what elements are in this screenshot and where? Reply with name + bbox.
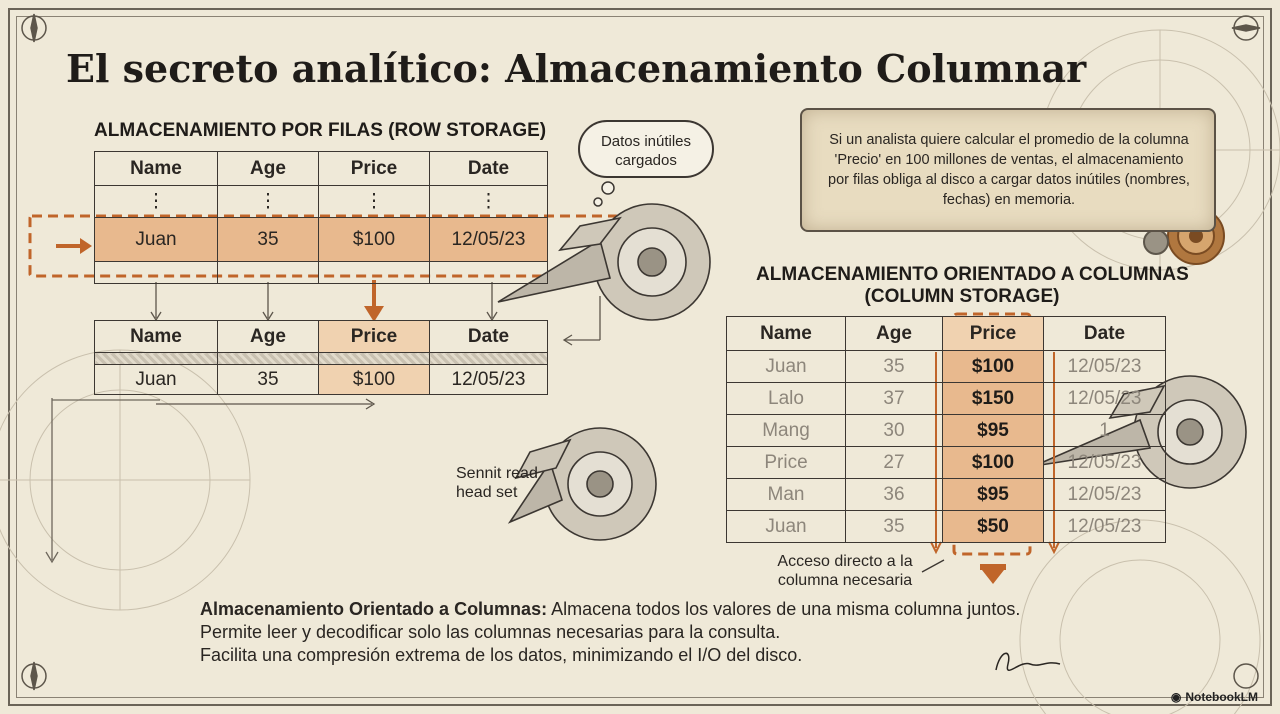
- page-title: El secreto analítico: Almacenamiento Columnar: [66, 46, 1087, 91]
- ellipsis-cell: ⋮: [218, 186, 319, 218]
- col-header-age: Age: [846, 317, 943, 351]
- table-row: Lalo 37 $150 12/05/23: [727, 383, 1166, 415]
- brand-badge: [1171, 690, 1258, 704]
- row-cell-date: 12/05/23: [430, 218, 548, 262]
- col-header-name: Name: [95, 321, 218, 353]
- column-storage-table: [726, 316, 1166, 543]
- col-header-date: Date: [1044, 317, 1166, 351]
- row-storage-table: [94, 151, 548, 284]
- summary-line-1: Almacenamiento Orientado a Columnas: Almacena todos los valores de una misma columna juntos.: [200, 599, 1021, 619]
- summary-line-3: Facilita una compresión extrema de los datos, minimizando el I/O del disco.: [200, 645, 803, 665]
- extracted-row-table: [94, 320, 548, 395]
- table-row: Juan 35 $50 12/05/23: [727, 511, 1166, 543]
- column-storage-heading: ALMACENAMIENTO ORIENTADO A COLUMNAS (COLUMN STORAGE): [756, 264, 1189, 307]
- brand-logo-icon: ◉: [1170, 690, 1182, 704]
- col-header-price: Price: [943, 317, 1044, 351]
- row-cell-date: 12/05/23: [430, 365, 548, 395]
- col-header-age: Age: [218, 321, 319, 353]
- summary-text: [200, 598, 1140, 667]
- row-cell-age: 35: [218, 365, 319, 395]
- read-head-label: Sennit read head set: [456, 465, 538, 501]
- row-cell-age: 35: [218, 218, 319, 262]
- note-scroll: [800, 108, 1216, 232]
- row-cell-name: Juan: [95, 218, 218, 262]
- row-storage-heading: ALMACENAMIENTO POR FILAS (ROW STORAGE): [94, 120, 547, 141]
- thought-bubble: Datos inútiles cargados: [578, 120, 714, 178]
- col-header-date: Date: [430, 321, 548, 353]
- col-header-price: Price: [319, 152, 430, 186]
- table-row: Price 27 $100 12/05/23: [727, 447, 1166, 479]
- col-header-name: Name: [95, 152, 218, 186]
- ellipsis-cell: ⋮: [95, 186, 218, 218]
- column-access-caption: Acceso directo a la columna necesaria: [777, 553, 913, 589]
- note-text: Si un analista quiere calcular el promedio de la columna 'Precio' en 100 millones de ventas, el almacenamiento por filas obliga al disco a cargar datos inútiles (nombres, fechas) en memoria.: [828, 132, 1190, 208]
- col-header-age: Age: [218, 152, 319, 186]
- row-cell-price: $100: [319, 218, 430, 262]
- ellipsis-cell: ⋮: [319, 186, 430, 218]
- table-row: Man 36 $95 12/05/23: [727, 479, 1166, 511]
- summary-line-2: Permite leer y decodificar solo las columnas necesarias para la consulta.: [200, 622, 781, 642]
- col-header-name: Name: [727, 317, 846, 351]
- col-header-date: Date: [430, 152, 548, 186]
- col-header-price: Price: [319, 321, 430, 353]
- row-cell-name: Juan: [95, 365, 218, 395]
- brand-name: NotebookLM: [1185, 690, 1258, 704]
- ellipsis-cell: ⋮: [430, 186, 548, 218]
- highlighted-row: [95, 218, 548, 262]
- table-row: Mang 30 $95 1: [727, 415, 1166, 447]
- row-cell-price: $100: [319, 365, 430, 395]
- table-row: Juan 35 $100 12/05/23: [727, 351, 1166, 383]
